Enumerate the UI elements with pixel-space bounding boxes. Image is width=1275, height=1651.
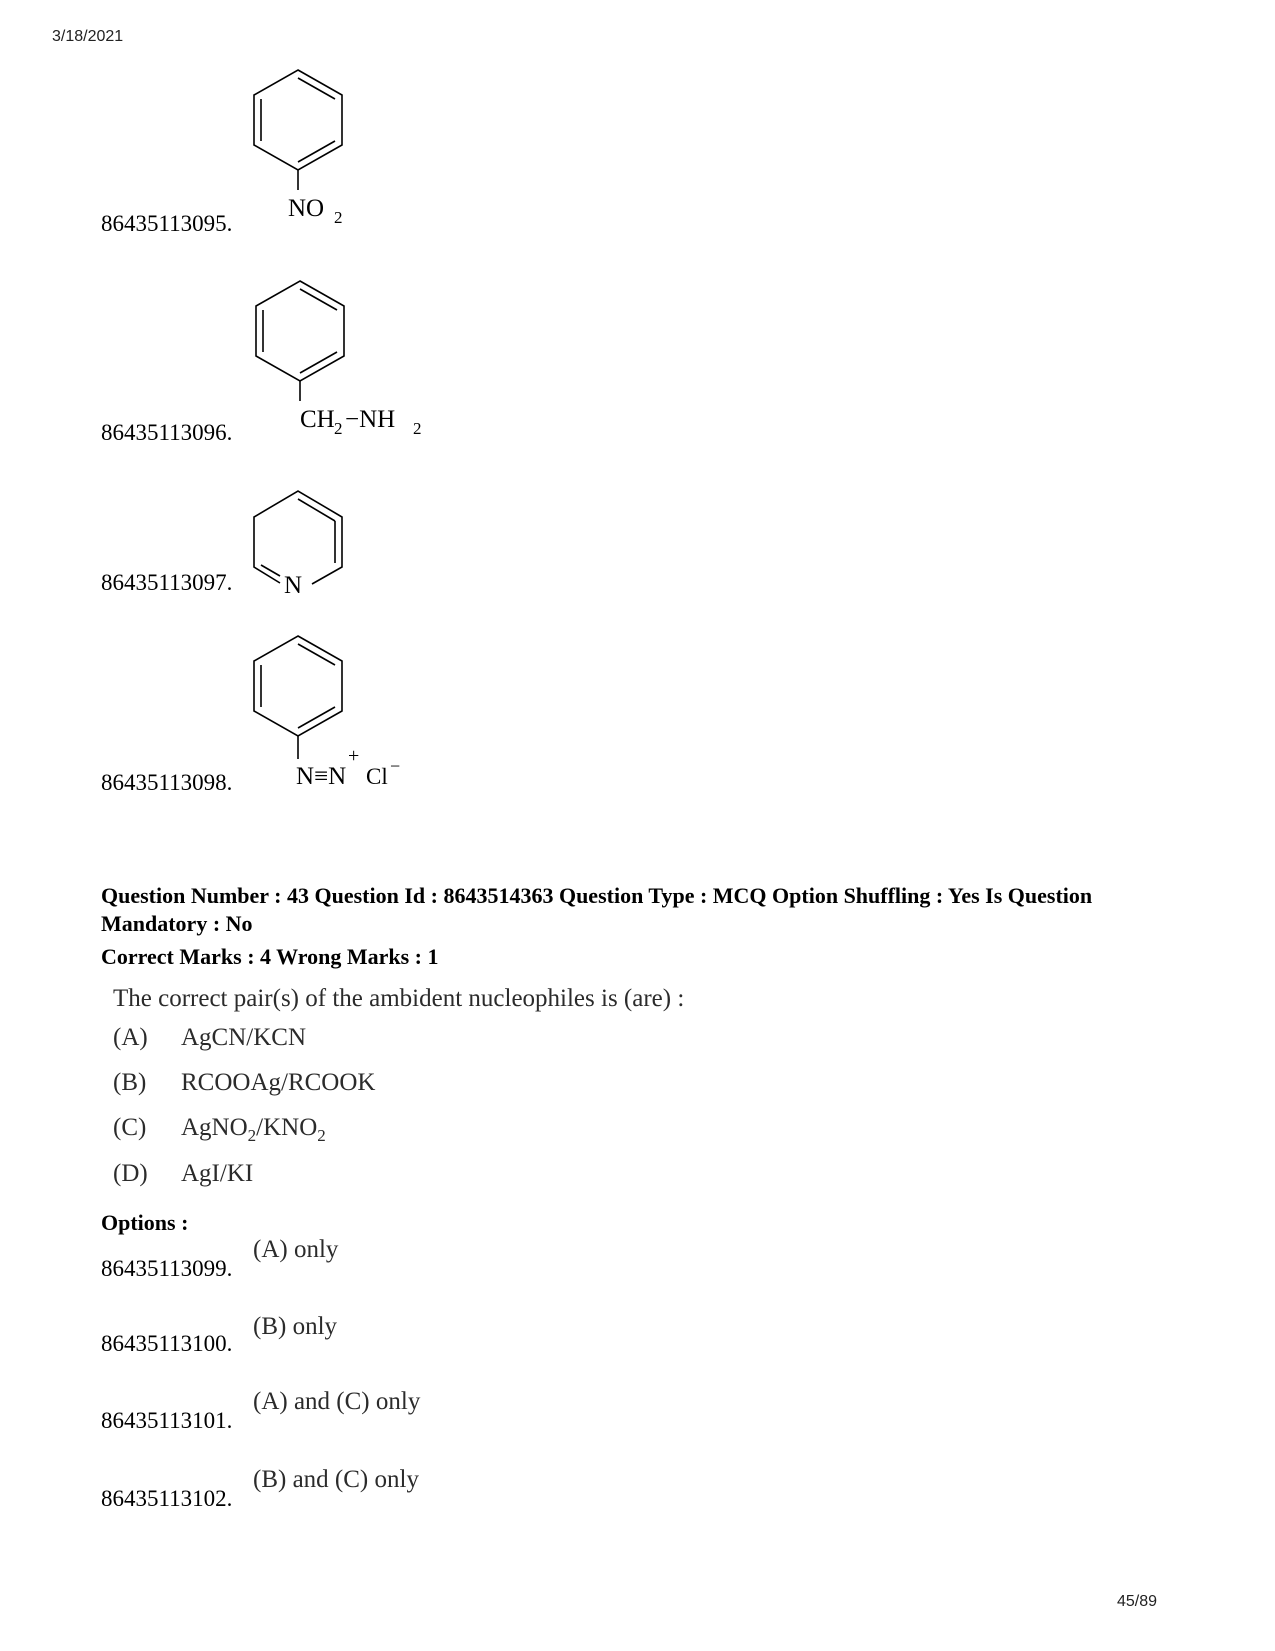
nitrobenzene-structure-icon [250,66,370,236]
benzylamine-structure-icon [252,277,452,447]
nh2-subscript: 2 [413,419,422,438]
prev-option-id-2: 86435113096. [101,420,233,445]
question-text: The correct pair(s) of the ambident nucleophiles is (are) : [113,985,685,1012]
page-number: 45/89 [1116,1593,1157,1610]
question-marks: Correct Marks : 4 Wrong Marks : 1 [101,944,439,969]
option-text-1: (A) only [253,1236,339,1263]
pyridine-n-label: N [284,572,303,599]
no2-subscript: 2 [334,208,343,227]
nh2-label: −NH [345,406,396,433]
subscript: 2 [317,1126,326,1145]
statement-b [113,1069,375,1097]
diazonium-plus-charge: + [348,745,360,767]
option-id-1: 86435113099. [101,1256,233,1281]
option-text-3: (A) and (C) only [253,1388,421,1415]
prev-option-id-3: 86435113097. [101,570,233,595]
chloride-minus-charge: − [390,756,401,776]
ch2-label: CH [300,406,335,433]
statement-label: (C) [113,1114,147,1141]
question-meta: Question Number : 43 Question Id : 8643514363 Question Type : MCQ Option Shuffling : Yes Is Question Mandatory : No [101,883,1093,936]
pyridine-structure-icon [250,485,370,599]
statement-d [113,1160,253,1188]
options-heading: Options : [101,1210,189,1235]
subscript: 2 [247,1126,257,1145]
no2-label: NO [288,195,325,222]
statement-formula: /KNO [256,1114,318,1141]
option-text-4: (B) and (C) only [253,1466,419,1493]
statement-c [113,1114,326,1146]
option-id-4: 86435113102. [101,1486,233,1511]
option-text-2: (B) only [253,1313,338,1340]
statement-formula: AgNO [181,1114,248,1141]
statement-formula: AgI/KI [181,1160,254,1187]
diazonium-n-triple-n-label: N≡N [296,763,347,790]
option-id-3: 86435113101. [101,1408,233,1433]
benzenediazonium-chloride-structure-icon [250,632,420,802]
chloride-label: Cl [366,764,388,789]
statement-label: (A) [113,1024,148,1051]
statement-label: (B) [113,1069,147,1096]
ch2-subscript: 2 [334,419,343,438]
statement-formula: AgCN/KCN [181,1024,307,1051]
prev-option-id-1: 86435113095. [101,211,233,236]
print-date: 3/18/2021 [52,28,124,45]
statement-a [113,1024,306,1052]
option-id-2: 86435113100. [101,1331,233,1356]
statement-formula: RCOOAg/RCOOK [181,1069,376,1096]
statement-label: (D) [113,1160,148,1187]
prev-option-id-4: 86435113098. [101,770,233,795]
